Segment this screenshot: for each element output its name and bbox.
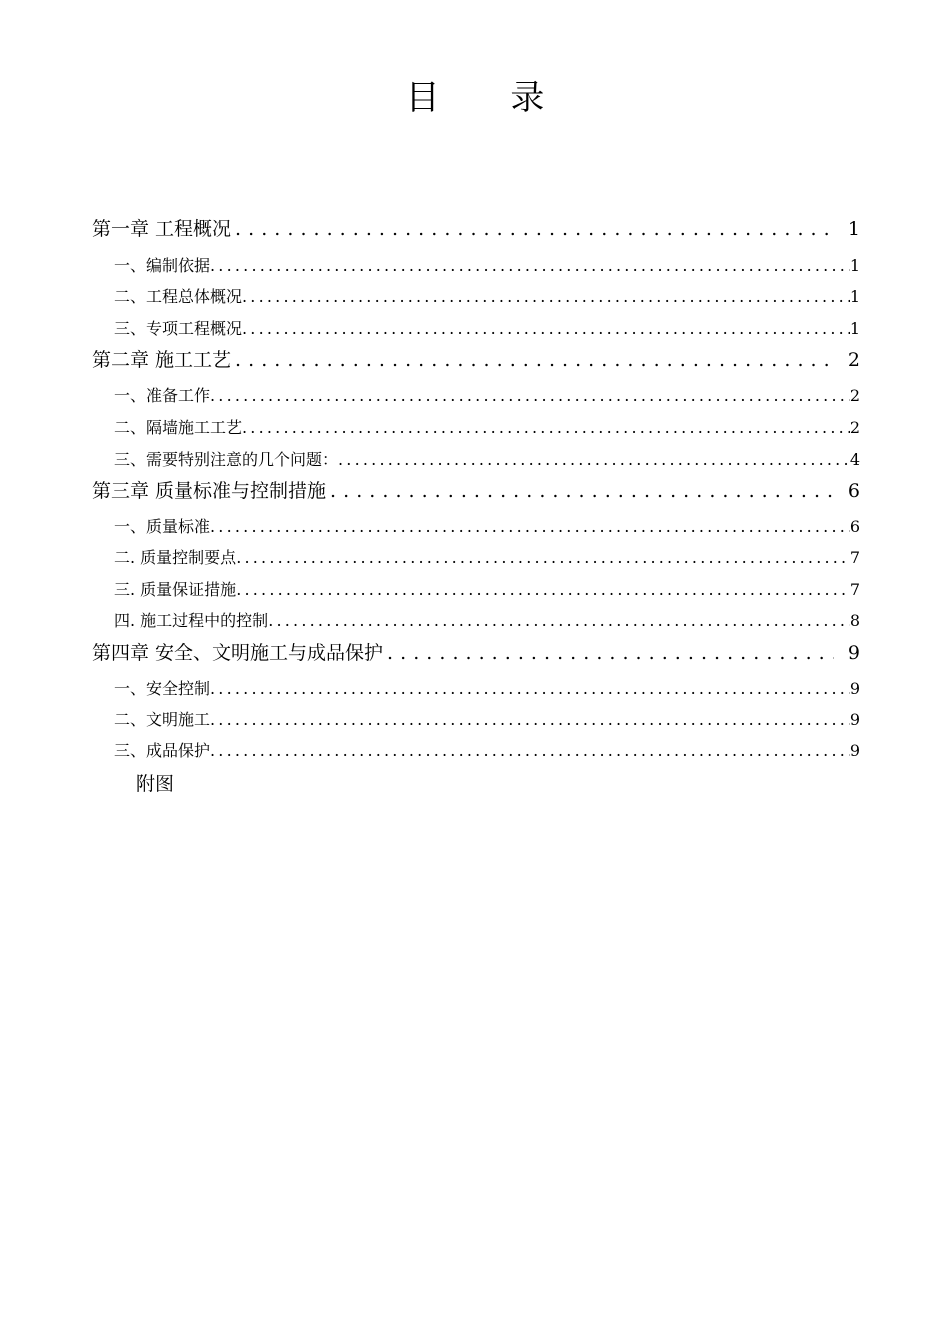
toc-entry-label: 二、工程总体概况: [114, 287, 243, 306]
toc-entry-label: 四. 施工过程中的控制: [114, 611, 269, 630]
toc-section-entry[interactable]: [114, 609, 860, 633]
toc-chapter-entry[interactable]: [92, 476, 860, 506]
toc-dot-leader: [210, 739, 850, 763]
toc-entry-label: 一、质量标准: [114, 517, 211, 536]
toc-entry-label: 二、隔墙施工工艺: [114, 418, 243, 437]
toc-section-entry[interactable]: [114, 254, 860, 278]
toc-section-entry[interactable]: [114, 384, 860, 408]
toc-page-number: 2: [849, 418, 860, 437]
toc-dot-leader: [210, 708, 850, 732]
toc-page-number: 8: [849, 611, 860, 630]
toc-entry-label: 一、安全控制: [114, 679, 211, 698]
toc-section-entry[interactable]: [114, 739, 860, 763]
toc-section-entry[interactable]: [114, 677, 860, 701]
toc-page-number: 1: [849, 256, 860, 275]
toc-section-entry[interactable]: [114, 285, 860, 309]
toc-page-number: 7: [849, 580, 860, 599]
toc-page-number: 9: [847, 642, 860, 664]
toc-entry-label: 一、编制依据: [114, 256, 211, 275]
toc-page-number: 7: [849, 548, 860, 567]
toc-dot-leader: [242, 317, 850, 341]
toc-dot-leader: [210, 677, 850, 701]
appendix-label: 附图: [136, 773, 175, 795]
toc-page-number: 9: [849, 710, 860, 729]
toc-entry-label: 第一章 工程概况: [92, 218, 232, 240]
toc-section-entry[interactable]: [114, 546, 860, 570]
toc-section-entry[interactable]: [114, 515, 860, 539]
toc-dot-leader: [210, 384, 850, 408]
toc-section-entry[interactable]: [114, 448, 860, 472]
toc-dot-leader: [268, 609, 850, 633]
toc-chapter-entry[interactable]: [92, 345, 860, 375]
toc-entry-label: 三、需要特别注意的几个问题：: [114, 450, 339, 469]
toc-entry-label: 第四章 安全、文明施工与成品保护: [92, 642, 384, 664]
toc-section-entry[interactable]: [114, 578, 860, 602]
toc-page-number: 1: [849, 319, 860, 338]
toc-dot-leader: [242, 416, 850, 440]
toc-dot-leader: [387, 638, 834, 668]
toc-page-number: 1: [849, 287, 860, 306]
toc-chapter-entry[interactable]: [92, 638, 860, 668]
toc-page-number: 6: [849, 517, 860, 536]
toc-dot-leader: [210, 515, 850, 539]
toc-dot-leader: [338, 448, 850, 472]
toc-page-number: 2: [849, 386, 860, 405]
toc-dot-leader: [236, 546, 850, 570]
toc-page-number: 4: [849, 450, 860, 469]
toc-entry-label: 一、准备工作: [114, 386, 211, 405]
toc-dot-leader: [330, 476, 834, 506]
toc-dot-leader: [235, 214, 834, 244]
toc-entry-label: 三、专项工程概况: [114, 319, 243, 338]
toc-entry-label: 二. 质量控制要点: [114, 548, 237, 567]
page-title: 目 录: [405, 78, 575, 118]
toc-entry-label: 三. 质量保证措施: [114, 580, 237, 599]
toc-section-entry[interactable]: [114, 317, 860, 341]
toc-section-entry[interactable]: [114, 708, 860, 732]
toc-page-number: 9: [849, 741, 860, 760]
toc-entry-label: 第三章 质量标准与控制措施: [92, 480, 327, 502]
toc-dot-leader: [235, 345, 834, 375]
toc-page-number: 6: [847, 480, 860, 502]
toc-dot-leader: [210, 254, 850, 278]
toc-page-number: 9: [849, 679, 860, 698]
toc-page-number: 2: [847, 349, 860, 371]
toc-section-entry[interactable]: [114, 416, 860, 440]
toc-dot-leader: [242, 285, 850, 309]
toc-page-number: 1: [847, 218, 860, 240]
toc-entry-label: 三、成品保护: [114, 741, 211, 760]
toc-dot-leader: [236, 578, 850, 602]
toc-entry-label: 第二章 施工工艺: [92, 349, 232, 371]
toc-chapter-entry[interactable]: [92, 214, 860, 244]
toc-entry-label: 二、文明施工: [114, 710, 211, 729]
